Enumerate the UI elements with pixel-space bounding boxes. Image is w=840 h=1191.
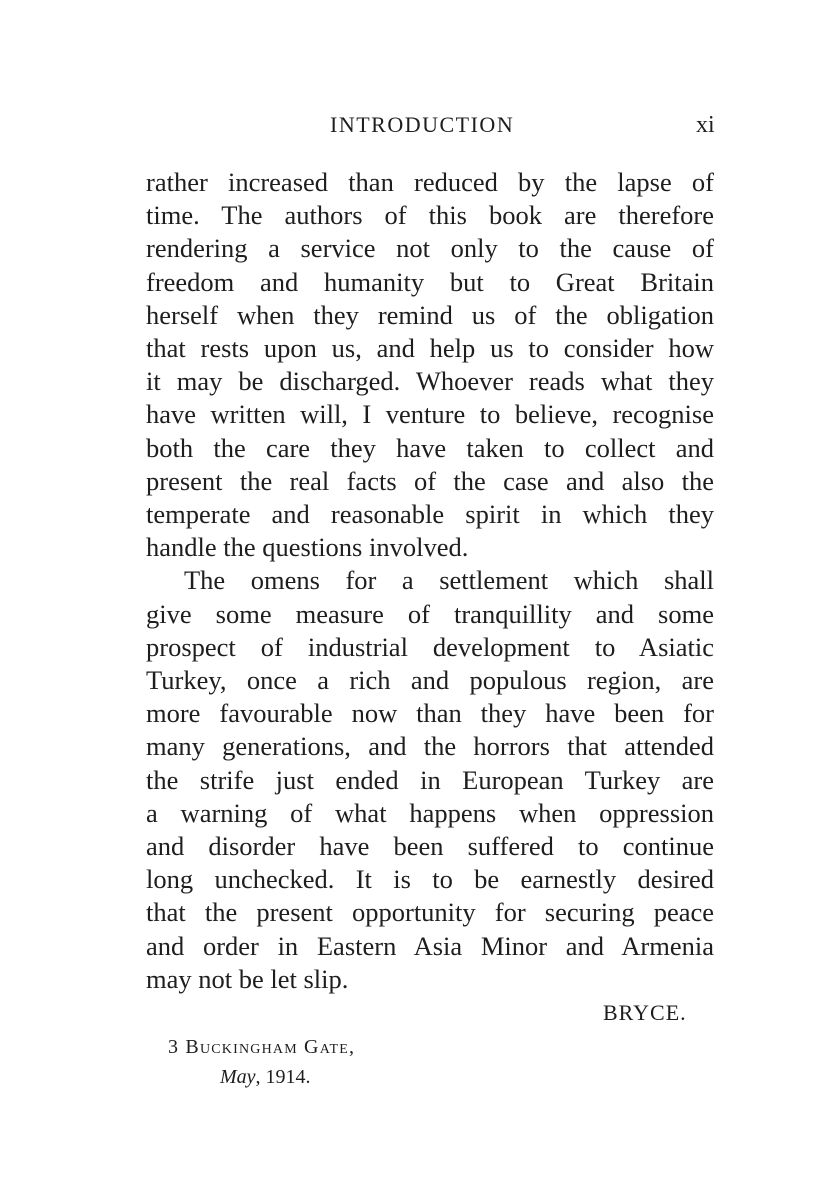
text-line: temperate and reasonable spirit in which they bbox=[146, 499, 714, 530]
text-line: time. The authors of this book are therefore bbox=[146, 200, 714, 231]
text-line: present the real facts of the case and also the bbox=[146, 465, 714, 496]
text-line: both the care they have taken to collect and bbox=[146, 432, 714, 463]
address-block bbox=[168, 1032, 355, 1092]
text-line: herself when they remind us of the obligation bbox=[146, 299, 714, 330]
text-line: Turkey, once a rich and populous region, are bbox=[146, 665, 714, 696]
text-line: and order in Eastern Asia Minor and Armenia bbox=[146, 930, 714, 961]
text-line: a warning of what happens when oppression bbox=[146, 797, 714, 828]
text-line: rather increased than reduced by the lapse of bbox=[146, 167, 714, 197]
text-line: freedom and humanity but to Great Britain bbox=[146, 266, 714, 297]
address-date bbox=[168, 1062, 355, 1092]
text-line: long unchecked. It is to be earnestly desired bbox=[146, 864, 714, 895]
date-year: , 1914. bbox=[255, 1066, 311, 1088]
text-line: that rests upon us, and help us to consider how bbox=[146, 333, 714, 364]
text-line: and disorder have been suffered to continue bbox=[146, 831, 714, 862]
body-text bbox=[146, 166, 714, 996]
text-line: more favourable now than they have been for bbox=[146, 698, 714, 729]
text-line: The omens for a settlement which shall bbox=[184, 565, 714, 596]
text-line: rendering a service not only to the cause of bbox=[146, 233, 714, 264]
page-number: xi bbox=[696, 112, 715, 138]
address-street: 3 Buckingham Gate, bbox=[168, 1036, 356, 1058]
running-title: INTRODUCTION bbox=[330, 112, 515, 137]
text-line: it may be discharged. Whoever reads what they bbox=[146, 366, 714, 397]
date-month: May bbox=[220, 1066, 256, 1088]
author-signature: BRYCE. bbox=[603, 1000, 687, 1025]
text-line: may not be let slip. bbox=[146, 963, 349, 994]
text-line: that the present opportunity for securing peace bbox=[146, 897, 714, 928]
text-line: the strife just ended in European Turkey are bbox=[146, 764, 714, 795]
paragraph-1 bbox=[146, 166, 714, 564]
text-line: have written will, I venture to believe, recognise bbox=[146, 399, 714, 430]
text-line: give some measure of tranquillity and some bbox=[146, 598, 714, 629]
text-line: many generations, and the horrors that attended bbox=[146, 731, 714, 762]
paragraph-2 bbox=[146, 564, 714, 996]
text-line: prospect of industrial development to Asiatic bbox=[146, 631, 714, 662]
text-line: handle the questions involved. bbox=[146, 532, 469, 563]
